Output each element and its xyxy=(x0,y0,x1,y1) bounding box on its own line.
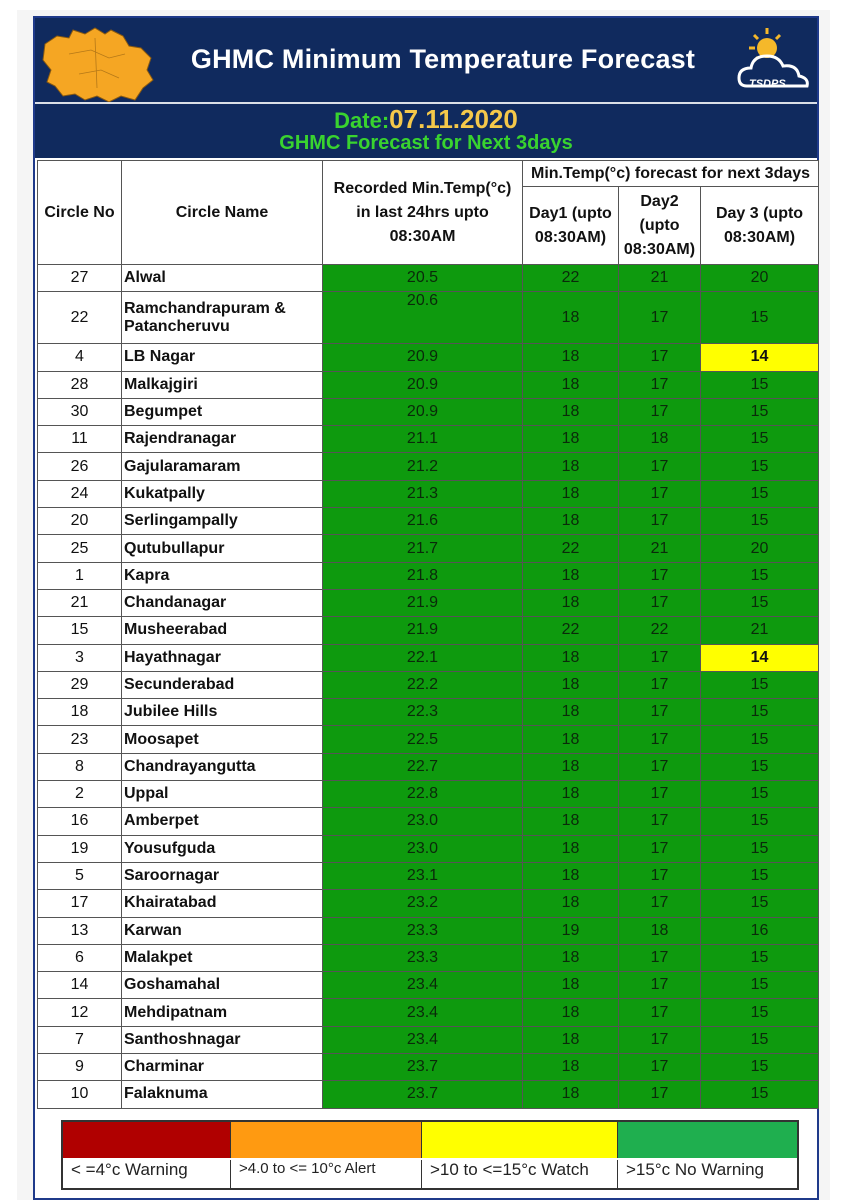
day3-temp-cell: 15 xyxy=(701,480,819,507)
circle-no-cell: 11 xyxy=(38,426,122,453)
recorded-temp-cell: 20.5 xyxy=(323,265,523,292)
day1-temp-cell: 19 xyxy=(523,917,619,944)
circle-no-cell: 16 xyxy=(38,808,122,835)
recorded-temp-cell: 23.7 xyxy=(323,1081,523,1108)
day3-temp-cell: 14 xyxy=(701,644,819,671)
table-row xyxy=(38,644,819,671)
circle-name-cell: Kapra xyxy=(122,562,323,589)
table-row xyxy=(38,453,819,480)
legend-swatch xyxy=(231,1122,422,1158)
circle-name-cell: Santhoshnagar xyxy=(122,1026,323,1053)
day1-temp-cell: 18 xyxy=(523,808,619,835)
day2-temp-cell: 17 xyxy=(619,972,701,999)
circle-no-cell: 5 xyxy=(38,862,122,889)
day1-temp-cell: 18 xyxy=(523,671,619,698)
day3-temp-cell: 15 xyxy=(701,944,819,971)
day2-temp-cell: 21 xyxy=(619,265,701,292)
forecast-sheet xyxy=(33,16,819,1200)
day3-temp-cell: 15 xyxy=(701,1081,819,1108)
day3-temp-cell: 15 xyxy=(701,890,819,917)
legend-label: >15°c No Warning xyxy=(626,1160,764,1179)
circle-no-cell: 19 xyxy=(38,835,122,862)
table-row xyxy=(38,726,819,753)
day3-temp-cell: 15 xyxy=(701,1054,819,1081)
circle-name-cell: Amberpet xyxy=(122,808,323,835)
circle-name-cell: Moosapet xyxy=(122,726,323,753)
day3-temp-cell: 21 xyxy=(701,617,819,644)
table-row xyxy=(38,292,819,344)
circle-name-cell: Uppal xyxy=(122,781,323,808)
table-row xyxy=(38,1081,819,1108)
legend-item-no-warning xyxy=(618,1122,797,1188)
day3-temp-cell: 15 xyxy=(701,862,819,889)
table-row xyxy=(38,699,819,726)
circle-no-cell: 13 xyxy=(38,917,122,944)
day3-temp-cell: 15 xyxy=(701,835,819,862)
circle-name-cell: Secunderabad xyxy=(122,671,323,698)
day2-temp-cell: 17 xyxy=(619,644,701,671)
recorded-temp-cell: 21.8 xyxy=(323,562,523,589)
day1-temp-cell: 18 xyxy=(523,753,619,780)
table-row xyxy=(38,890,819,917)
table-row xyxy=(38,944,819,971)
col-header-circle-no: Circle No xyxy=(38,161,122,265)
day1-temp-cell: 18 xyxy=(523,480,619,507)
day2-temp-cell: 17 xyxy=(619,781,701,808)
day2-temp-cell: 17 xyxy=(619,808,701,835)
circle-name-cell: LB Nagar xyxy=(122,344,323,371)
legend-item-warning xyxy=(63,1122,231,1188)
table-row xyxy=(38,808,819,835)
recorded-temp-cell: 23.3 xyxy=(323,944,523,971)
table-row xyxy=(38,508,819,535)
day1-temp-cell: 18 xyxy=(523,292,619,344)
circle-no-cell: 9 xyxy=(38,1054,122,1081)
day3-temp-cell: 15 xyxy=(701,808,819,835)
recorded-temp-cell: 23.4 xyxy=(323,999,523,1026)
table-row xyxy=(38,562,819,589)
table-row xyxy=(38,781,819,808)
table-body xyxy=(38,265,819,1109)
day1-temp-cell: 18 xyxy=(523,371,619,398)
circle-name-cell: Mehdipatnam xyxy=(122,999,323,1026)
day2-temp-cell: 17 xyxy=(619,671,701,698)
table-row xyxy=(38,972,819,999)
day3-temp-cell: 15 xyxy=(701,726,819,753)
circle-name-cell: Begumpet xyxy=(122,398,323,425)
recorded-temp-cell: 22.5 xyxy=(323,726,523,753)
day2-temp-cell: 18 xyxy=(619,917,701,944)
table-row xyxy=(38,917,819,944)
day3-temp-cell: 15 xyxy=(701,699,819,726)
recorded-temp-cell: 22.8 xyxy=(323,781,523,808)
legend-item-watch xyxy=(422,1122,618,1188)
day1-temp-cell: 18 xyxy=(523,835,619,862)
day1-temp-cell: 18 xyxy=(523,398,619,425)
recorded-temp-cell: 23.1 xyxy=(323,862,523,889)
recorded-temp-cell: 23.4 xyxy=(323,972,523,999)
circle-name-cell: Gajularamaram xyxy=(122,453,323,480)
recorded-temp-cell: 22.7 xyxy=(323,753,523,780)
circle-name-cell: Qutubullapur xyxy=(122,535,323,562)
recorded-temp-cell: 21.9 xyxy=(323,589,523,616)
day2-temp-cell: 17 xyxy=(619,999,701,1026)
recorded-temp-cell: 21.3 xyxy=(323,480,523,507)
day2-temp-cell: 17 xyxy=(619,589,701,616)
day1-temp-cell: 18 xyxy=(523,890,619,917)
circle-name-cell: Alwal xyxy=(122,265,323,292)
circle-name-cell: Malakpet xyxy=(122,944,323,971)
recorded-temp-cell: 20.9 xyxy=(323,398,523,425)
recorded-temp-cell: 21.9 xyxy=(323,617,523,644)
recorded-temp-cell: 20.9 xyxy=(323,371,523,398)
day1-temp-cell: 18 xyxy=(523,1054,619,1081)
recorded-temp-cell: 23.4 xyxy=(323,1026,523,1053)
circle-name-cell: Goshamahal xyxy=(122,972,323,999)
legend-item-alert xyxy=(231,1122,422,1188)
table-row xyxy=(38,535,819,562)
day2-temp-cell: 17 xyxy=(619,753,701,780)
circle-name-cell: Serlingampally xyxy=(122,508,323,535)
circle-no-cell: 6 xyxy=(38,944,122,971)
circle-no-cell: 12 xyxy=(38,999,122,1026)
circle-name-cell: Khairatabad xyxy=(122,890,323,917)
day2-temp-cell: 17 xyxy=(619,480,701,507)
day2-temp-cell: 17 xyxy=(619,344,701,371)
circle-name-cell: Rajendranagar xyxy=(122,426,323,453)
table-row xyxy=(38,398,819,425)
circle-no-cell: 22 xyxy=(38,292,122,344)
day2-temp-cell: 21 xyxy=(619,535,701,562)
col-header-forecast-group: Min.Temp(°c) forecast for next 3days xyxy=(523,161,819,187)
day3-temp-cell: 15 xyxy=(701,398,819,425)
legend xyxy=(61,1120,799,1190)
day3-temp-cell: 15 xyxy=(701,781,819,808)
page-title: GHMC Minimum Temperature Forecast xyxy=(190,44,696,74)
circle-name-cell: Falaknuma xyxy=(122,1081,323,1108)
day3-temp-cell: 15 xyxy=(701,999,819,1026)
day1-temp-cell: 18 xyxy=(523,781,619,808)
day1-temp-cell: 18 xyxy=(523,508,619,535)
day2-temp-cell: 17 xyxy=(619,726,701,753)
circle-name-cell: Malkajgiri xyxy=(122,371,323,398)
col-header-circle-name: Circle Name xyxy=(122,161,323,265)
circle-name-cell: Jubilee Hills xyxy=(122,699,323,726)
circle-no-cell: 3 xyxy=(38,644,122,671)
day1-temp-cell: 18 xyxy=(523,1026,619,1053)
ghmc-map-icon xyxy=(39,24,159,106)
day2-temp-cell: 17 xyxy=(619,398,701,425)
circle-no-cell: 7 xyxy=(38,1026,122,1053)
circle-no-cell: 23 xyxy=(38,726,122,753)
day3-temp-cell: 20 xyxy=(701,265,819,292)
day3-temp-cell: 20 xyxy=(701,535,819,562)
circle-no-cell: 2 xyxy=(38,781,122,808)
day1-temp-cell: 18 xyxy=(523,426,619,453)
circle-no-cell: 8 xyxy=(38,753,122,780)
col-header-day2: Day2 (upto 08:30AM) xyxy=(619,187,701,265)
table-row xyxy=(38,480,819,507)
day3-temp-cell: 16 xyxy=(701,917,819,944)
day3-temp-cell: 14 xyxy=(701,344,819,371)
forecast-table xyxy=(37,160,819,1109)
day2-temp-cell: 17 xyxy=(619,890,701,917)
circle-no-cell: 25 xyxy=(38,535,122,562)
day1-temp-cell: 22 xyxy=(523,617,619,644)
day1-temp-cell: 18 xyxy=(523,862,619,889)
day2-temp-cell: 17 xyxy=(619,292,701,344)
recorded-temp-cell: 21.2 xyxy=(323,453,523,480)
day1-temp-cell: 18 xyxy=(523,699,619,726)
table-row xyxy=(38,265,819,292)
day1-temp-cell: 22 xyxy=(523,535,619,562)
col-header-recorded: Recorded Min.Temp(°c) in last 24hrs upto 08:30AM xyxy=(323,161,523,265)
day2-temp-cell: 17 xyxy=(619,453,701,480)
day2-temp-cell: 17 xyxy=(619,944,701,971)
day3-temp-cell: 15 xyxy=(701,426,819,453)
day3-temp-cell: 15 xyxy=(701,972,819,999)
circle-no-cell: 27 xyxy=(38,265,122,292)
table-row xyxy=(38,1054,819,1081)
day3-temp-cell: 15 xyxy=(701,589,819,616)
col-header-day3: Day 3 (upto 08:30AM) xyxy=(701,187,819,265)
table-row xyxy=(38,999,819,1026)
table-row xyxy=(38,862,819,889)
col-header-day1: Day1 (upto 08:30AM) xyxy=(523,187,619,265)
day1-temp-cell: 18 xyxy=(523,944,619,971)
day2-temp-cell: 22 xyxy=(619,617,701,644)
circle-name-cell: Saroornagar xyxy=(122,862,323,889)
day3-temp-cell: 15 xyxy=(701,671,819,698)
day1-temp-cell: 18 xyxy=(523,344,619,371)
circle-no-cell: 15 xyxy=(38,617,122,644)
circle-no-cell: 1 xyxy=(38,562,122,589)
day2-temp-cell: 18 xyxy=(619,426,701,453)
circle-no-cell: 30 xyxy=(38,398,122,425)
recorded-temp-cell: 22.1 xyxy=(323,644,523,671)
table-row xyxy=(38,617,819,644)
day3-temp-cell: 15 xyxy=(701,508,819,535)
day1-temp-cell: 22 xyxy=(523,265,619,292)
table-row xyxy=(38,835,819,862)
circle-no-cell: 20 xyxy=(38,508,122,535)
day2-temp-cell: 17 xyxy=(619,508,701,535)
circle-no-cell: 29 xyxy=(38,671,122,698)
legend-label: >4.0 to <= 10°c Alert xyxy=(231,1160,422,1188)
circle-name-cell: Kukatpally xyxy=(122,480,323,507)
day1-temp-cell: 18 xyxy=(523,589,619,616)
table-row xyxy=(38,753,819,780)
legend-swatch xyxy=(63,1122,231,1158)
table-row xyxy=(38,671,819,698)
circle-name-cell: Hayathnagar xyxy=(122,644,323,671)
legend-swatch xyxy=(422,1122,618,1158)
recorded-temp-cell: 23.0 xyxy=(323,808,523,835)
legend-label: < =4°c Warning xyxy=(63,1160,231,1188)
recorded-temp-cell: 21.1 xyxy=(323,426,523,453)
date-value: 07.11.2020 xyxy=(389,104,518,134)
day3-temp-cell: 15 xyxy=(701,562,819,589)
legend-label: >10 to <=15°c Watch xyxy=(422,1160,618,1188)
day3-temp-cell: 15 xyxy=(701,753,819,780)
day2-temp-cell: 17 xyxy=(619,371,701,398)
recorded-temp-cell: 23.3 xyxy=(323,917,523,944)
recorded-temp-cell: 22.3 xyxy=(323,699,523,726)
day1-temp-cell: 18 xyxy=(523,562,619,589)
tsdps-logo-text: TSDPS xyxy=(749,78,786,90)
circle-no-cell: 10 xyxy=(38,1081,122,1108)
circle-no-cell: 4 xyxy=(38,344,122,371)
day1-temp-cell: 18 xyxy=(523,1081,619,1108)
circle-name-cell: Chandrayangutta xyxy=(122,753,323,780)
day2-temp-cell: 17 xyxy=(619,1026,701,1053)
recorded-temp-cell: 20.9 xyxy=(323,344,523,371)
day3-temp-cell: 15 xyxy=(701,453,819,480)
recorded-temp-cell: 23.0 xyxy=(323,835,523,862)
recorded-temp-cell: 20.6 xyxy=(323,292,523,344)
table-row xyxy=(38,1026,819,1053)
day3-temp-cell: 15 xyxy=(701,1026,819,1053)
circle-no-cell: 26 xyxy=(38,453,122,480)
legend-swatch xyxy=(618,1122,797,1158)
circle-no-cell: 17 xyxy=(38,890,122,917)
table-row xyxy=(38,344,819,371)
day2-temp-cell: 17 xyxy=(619,862,701,889)
day2-temp-cell: 17 xyxy=(619,1081,701,1108)
recorded-temp-cell: 23.7 xyxy=(323,1054,523,1081)
forecast-subtitle: GHMC Forecast for Next 3days xyxy=(279,132,573,154)
day3-temp-cell: 15 xyxy=(701,292,819,344)
circle-no-cell: 28 xyxy=(38,371,122,398)
recorded-temp-cell: 22.2 xyxy=(323,671,523,698)
recorded-temp-cell: 23.2 xyxy=(323,890,523,917)
circle-name-cell: Musheerabad xyxy=(122,617,323,644)
recorded-temp-cell: 21.7 xyxy=(323,535,523,562)
circle-name-cell: Yousufguda xyxy=(122,835,323,862)
date-label: Date: xyxy=(334,108,390,133)
day1-temp-cell: 18 xyxy=(523,726,619,753)
circle-name-cell: Ramchandrapuram & Patancheruvu xyxy=(122,292,323,344)
circle-no-cell: 18 xyxy=(38,699,122,726)
circle-name-cell: Karwan xyxy=(122,917,323,944)
day2-temp-cell: 17 xyxy=(619,835,701,862)
circle-name-cell: Chandanagar xyxy=(122,589,323,616)
table-row xyxy=(38,371,819,398)
circle-no-cell: 24 xyxy=(38,480,122,507)
circle-name-cell: Charminar xyxy=(122,1054,323,1081)
recorded-temp-cell: 21.6 xyxy=(323,508,523,535)
day1-temp-cell: 18 xyxy=(523,644,619,671)
day2-temp-cell: 17 xyxy=(619,699,701,726)
header-banner xyxy=(35,18,817,158)
table-row xyxy=(38,589,819,616)
circle-no-cell: 14 xyxy=(38,972,122,999)
circle-no-cell: 21 xyxy=(38,589,122,616)
day1-temp-cell: 18 xyxy=(523,999,619,1026)
forecast-date xyxy=(35,104,817,135)
table-row xyxy=(38,426,819,453)
day3-temp-cell: 15 xyxy=(701,371,819,398)
day2-temp-cell: 17 xyxy=(619,562,701,589)
day2-temp-cell: 17 xyxy=(619,1054,701,1081)
day1-temp-cell: 18 xyxy=(523,972,619,999)
day1-temp-cell: 18 xyxy=(523,453,619,480)
